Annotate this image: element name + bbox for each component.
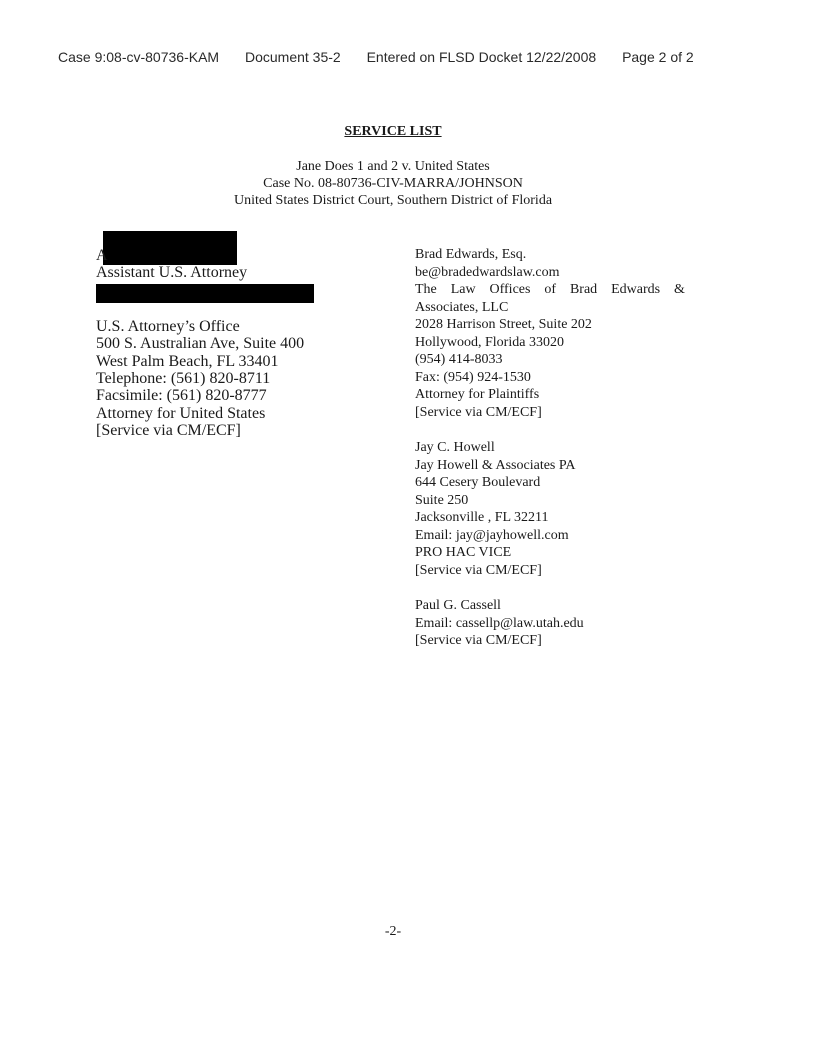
counsel-street: 500 S. Australian Ave, Suite 400 <box>96 335 305 353</box>
counsel-title: Assistant U.S. Attorney <box>96 264 248 282</box>
case-caption <box>0 158 786 209</box>
howell-suite: Suite 250 <box>415 492 469 508</box>
caption-court: United States District Court, Southern District of Florida <box>233 193 553 208</box>
header-page-count: Page 2 of 2 <box>622 49 694 65</box>
counsel-telephone: Telephone: (561) 820-8711 <box>96 370 271 388</box>
firm-word: Brad <box>569 282 598 297</box>
howell-firm: Jay Howell & Associates PA <box>415 457 576 473</box>
howell-pro-hac-vice: PRO HAC VICE <box>415 545 512 560</box>
howell-service: [Service via CM/ECF] <box>415 562 542 578</box>
counsel-office: U.S. Attorney’s Office <box>96 317 240 335</box>
document-title: SERVICE LIST <box>344 124 442 139</box>
edwards-fax: Fax: (954) 924-1530 <box>415 369 531 385</box>
government-counsel-block <box>96 247 336 440</box>
edwards-address-2: Hollywood, Florida 33020 <box>415 334 564 350</box>
firm-word: The <box>415 282 437 297</box>
firm-word: & <box>674 282 685 297</box>
counsel-service: [Service via CM/ECF] <box>96 422 241 440</box>
edwards-service: [Service via CM/ECF] <box>415 404 542 420</box>
block-spacer <box>415 579 685 597</box>
edwards-name: Brad Edwards, Esq. <box>415 247 527 262</box>
edwards-address-1: 2028 Harrison Street, Suite 202 <box>415 317 592 332</box>
edwards-phone: (954) 414-8033 <box>415 352 503 367</box>
cassell-name: Paul G. Cassell <box>415 598 501 613</box>
firm-word: Offices <box>489 282 531 297</box>
counsel-name-initial: A <box>96 247 108 264</box>
redacted-line-spacer <box>96 282 336 318</box>
counsel-city: West Palm Beach, FL 33401 <box>96 352 279 370</box>
counsel-role: Attorney for United States <box>96 404 266 422</box>
howell-email: Email: jay@jayhowell.com <box>415 527 569 543</box>
cassell-email: Email: cassellp@law.utah.edu <box>415 615 584 631</box>
firm-word: of <box>544 282 557 297</box>
docket-header <box>58 49 694 65</box>
firm-word: Law <box>450 282 476 297</box>
cassell-service: [Service via CM/ECF] <box>415 633 542 648</box>
header-document-number: Document 35-2 <box>244 49 341 65</box>
howell-street: 644 Cesery Boulevard <box>415 475 541 490</box>
header-case-number: Case 9:08-cv-80736-KAM <box>58 49 220 65</box>
firm-word: Edwards <box>611 282 661 297</box>
edwards-firm-line-2: Associates, LLC <box>415 299 509 315</box>
edwards-firm-line-1 <box>415 281 685 299</box>
howell-name: Jay C. Howell <box>415 440 495 455</box>
cassell-block <box>415 597 685 650</box>
page-number: -2- <box>384 924 402 939</box>
header-entered-date: Entered on FLSD Docket 12/22/2008 <box>366 49 597 65</box>
caption-parties: Jane Does 1 and 2 v. United States <box>296 159 490 174</box>
counsel-facsimile: Facsimile: (561) 820-8777 <box>96 387 267 405</box>
caption-case-number: Case No. 08-80736-CIV-MARRA/JOHNSON <box>263 176 523 191</box>
edwards-role: Attorney for Plaintiffs <box>415 387 540 402</box>
edwards-email: be@bradedwardslaw.com <box>415 264 560 280</box>
howell-city: Jacksonville , FL 32211 <box>415 510 549 525</box>
block-spacer <box>415 421 685 439</box>
plaintiff-counsel-column <box>415 246 685 650</box>
edwards-block <box>415 246 685 421</box>
howell-block <box>415 439 685 579</box>
